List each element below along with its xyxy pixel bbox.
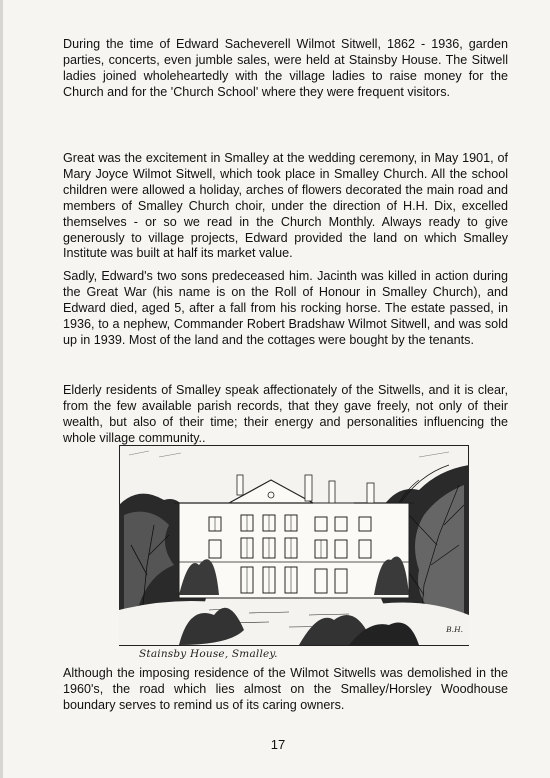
page-number: 17 <box>270 737 286 752</box>
paragraph-garden-parties: During the time of Edward Sacheverell Wilmot Sitwell, 1862 - 1936, garden parties, concerts, even jumble sales, were held at Stainsby House. The Sitwell ladies joined wholeheartedly with the village ladies to raise money for the Church and for the 'Church School' where they were frequent visitors. <box>63 37 508 99</box>
illustration-caption: Stainsby House, Smalley. <box>139 648 278 660</box>
paragraph-demolition: Although the imposing residence of the Wilmot Sitwells was demolished in the 1960's, the road which lies almost on the Smalley/Horsley Woodhouse boundary serves to remind us of its caring owners. <box>63 666 508 712</box>
paragraph-residents: Elderly residents of Smalley speak affectionately of the Sitwells, and it is clear, from the few available parish records, that they gave freely, not only of their wealth, but also of their time; their energy and personalities influencing the whole village community.. <box>63 383 508 445</box>
artist-initials: B.H. <box>446 625 463 634</box>
house-sketch <box>119 445 469 665</box>
paragraph-sons: Sadly, Edward's two sons predeceased him. Jacinth was killed in action during the Great War (his name is on the Roll of Honour in Smalley Church), and Edward died, aged 5, after a fall from his rocking horse. The estate passed, in 1936, to a nephew, Commander Robert Bradshaw Wilmot Sitwell, and was sold up in 1939. Most of the land and the cottages were bought by the tenants. <box>63 269 508 347</box>
paragraph-wedding: Great was the excitement in Smalley at the wedding ceremony, in May 1901, of Mary Joyce Wilmot Sitwell, which took place in Smalley Church. All the school children were allowed a holiday, arches of flowers decorated the main road and members of Smalley Church choir, under the direction of H.H. Dix, excelled themselves - or so we read in the Church Monthly. Always ready to give generously to village projects, Edward provided the land on which Smalley Institute was built at half its market value. <box>63 151 508 261</box>
stainsby-house-illustration <box>119 445 469 665</box>
